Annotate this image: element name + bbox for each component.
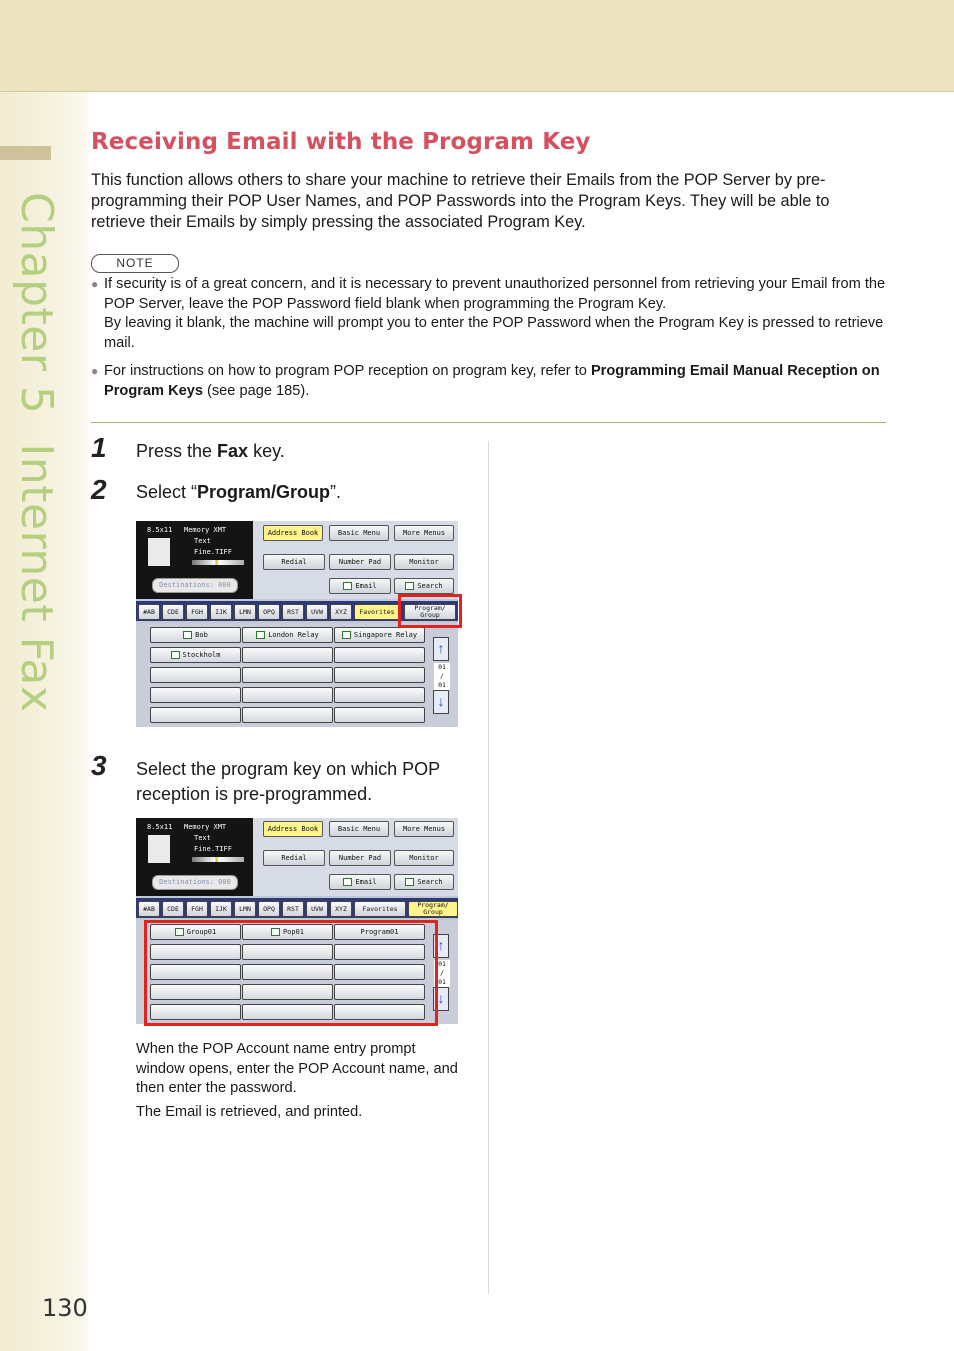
contrast-slider bbox=[192, 560, 244, 565]
scroll-up-arrow-icon[interactable]: ↑ bbox=[433, 934, 449, 958]
document-icon bbox=[148, 538, 170, 566]
quality-text: Text bbox=[194, 834, 211, 842]
fax-screen-2 bbox=[136, 818, 458, 1024]
step-3-text: Select the program key on which POP reception is pre-programmed. bbox=[136, 759, 440, 804]
tab-favorites[interactable]: Favorites bbox=[354, 901, 406, 917]
tab-cde[interactable]: CDE bbox=[162, 604, 184, 620]
email-icon bbox=[343, 582, 352, 590]
page-indicator bbox=[434, 663, 450, 690]
destination-grid bbox=[136, 623, 458, 727]
email-button-label: Email bbox=[355, 582, 377, 590]
document-icon bbox=[148, 835, 170, 863]
page-current: 01 bbox=[438, 663, 446, 671]
dest-button-empty[interactable] bbox=[334, 647, 425, 663]
program-key-label: Pop01 bbox=[282, 928, 305, 936]
redial-button[interactable]: Redial bbox=[263, 554, 325, 570]
monitor-button[interactable]: Monitor bbox=[394, 554, 454, 570]
tab-opq[interactable]: OPQ bbox=[258, 901, 280, 917]
dest-button-london-relay[interactable] bbox=[242, 627, 333, 643]
search-icon bbox=[405, 582, 414, 590]
search-button-label: Search bbox=[417, 582, 443, 590]
tab-cde[interactable]: CDE bbox=[162, 901, 184, 917]
search-icon bbox=[405, 878, 414, 886]
paper-size: 8.5x11 bbox=[147, 823, 173, 831]
dest-button-empty[interactable] bbox=[334, 707, 425, 723]
tab-lmn[interactable]: LMN bbox=[234, 901, 256, 917]
note-bullet-2 bbox=[91, 362, 886, 401]
address-book-button[interactable]: Address Book bbox=[263, 821, 323, 837]
highlight-program-keys bbox=[144, 920, 438, 1026]
step-2-pre: Select “ bbox=[136, 482, 198, 502]
fax-icon bbox=[171, 651, 180, 659]
contrast-slider bbox=[192, 857, 244, 862]
search-button[interactable] bbox=[394, 578, 454, 594]
dest-button-empty[interactable] bbox=[150, 687, 241, 703]
note-bullet-1 bbox=[91, 275, 886, 353]
tab-uvw[interactable]: UVW bbox=[306, 604, 328, 620]
dest-label: Stockholm bbox=[182, 651, 221, 659]
dest-button-bob[interactable] bbox=[150, 627, 241, 643]
basic-menu-button[interactable]: Basic Menu bbox=[329, 821, 389, 837]
more-menus-button[interactable]: More Menus bbox=[394, 525, 454, 541]
step-2-key: Program/Group bbox=[197, 482, 331, 502]
page-separator: / bbox=[440, 672, 444, 680]
page-total: 01 bbox=[438, 978, 446, 986]
number-pad-button[interactable]: Number Pad bbox=[329, 850, 391, 866]
tab-xyz[interactable]: XYZ bbox=[330, 604, 352, 620]
quality-fine: Fine.TIFF bbox=[194, 548, 232, 556]
page-number: 130 bbox=[42, 1294, 88, 1322]
step-3-number: 3 bbox=[91, 750, 107, 781]
tab-ijk[interactable]: IJK bbox=[210, 901, 232, 917]
intro-paragraph: This function allows others to share your machine to retrieve their Emails from the POP Server by pre-programming their POP User Names, and POP Passwords into the Program Keys. They will be able to retrieve their Emails by simply pressing the associated Program Key. bbox=[91, 171, 830, 231]
note-bullet-2-reference: Programming Email Manual Reception on Program Keys bbox=[104, 363, 880, 399]
tab-xyz[interactable]: XYZ bbox=[330, 901, 352, 917]
email-icon bbox=[183, 631, 192, 639]
program-key-label: Program01 bbox=[360, 928, 399, 936]
note-bullet-2-text: For instructions on how to program POP reception on program key, refer to bbox=[104, 363, 591, 379]
email-icon bbox=[256, 631, 265, 639]
bullet-dot-icon: ● bbox=[91, 277, 99, 291]
tab-favorites[interactable]: Favorites bbox=[354, 604, 400, 620]
page-current: 01 bbox=[438, 960, 446, 968]
bullet-dot-icon: ● bbox=[91, 364, 99, 378]
program-key-label: Group01 bbox=[186, 928, 217, 936]
tab-fgh[interactable]: FGH bbox=[186, 901, 208, 917]
tab-ab[interactable]: #AB bbox=[138, 604, 160, 620]
note-bullet-1-line2: By leaving it blank, the machine will prompt you to enter the POP Password when the Program Key is pressed to retrieve mail. bbox=[104, 315, 884, 351]
address-book-button[interactable]: Address Book bbox=[263, 525, 323, 541]
email-icon bbox=[342, 631, 351, 639]
scroll-up-arrow-icon[interactable]: ↑ bbox=[433, 637, 449, 661]
scroll-down-arrow-icon[interactable]: ↓ bbox=[433, 987, 449, 1011]
quality-fine: Fine.TIFF bbox=[194, 845, 232, 853]
scroll-down-arrow-icon[interactable]: ↓ bbox=[433, 690, 449, 714]
tab-uvw[interactable]: UVW bbox=[306, 901, 328, 917]
tab-ab[interactable]: #AB bbox=[138, 901, 160, 917]
search-button-label: Search bbox=[417, 878, 443, 886]
more-menus-button[interactable]: More Menus bbox=[394, 821, 454, 837]
paper-size: 8.5x11 bbox=[147, 526, 173, 534]
quality-text: Text bbox=[194, 537, 211, 545]
step-1-key: Fax bbox=[217, 441, 249, 461]
monitor-button[interactable]: Monitor bbox=[394, 850, 454, 866]
after-step-text-2: The Email is retrieved, and printed. bbox=[136, 1104, 363, 1120]
note-badge: NOTE bbox=[91, 254, 179, 273]
header-band bbox=[0, 0, 954, 92]
dest-button-empty[interactable] bbox=[242, 707, 333, 723]
mode-label: Memory XMT bbox=[184, 526, 227, 534]
column-divider bbox=[488, 441, 489, 1294]
highlight-program-group bbox=[398, 594, 462, 628]
email-button[interactable] bbox=[329, 578, 391, 594]
step-2-number: 2 bbox=[91, 474, 107, 505]
email-icon bbox=[343, 878, 352, 886]
mode-label: Memory XMT bbox=[184, 823, 227, 831]
dest-button-empty[interactable] bbox=[242, 647, 333, 663]
section-label: Internet Fax bbox=[11, 443, 62, 713]
note-bullet-2-page: (see page 185). bbox=[202, 382, 310, 399]
email-button[interactable] bbox=[329, 874, 391, 890]
page-total: 01 bbox=[438, 681, 446, 689]
tab-opq[interactable]: OPQ bbox=[258, 604, 280, 620]
destinations-counter: Destinations: 000 bbox=[152, 578, 238, 593]
tab-program-group[interactable]: Program/ Group bbox=[408, 901, 458, 917]
tab-ijk[interactable]: IJK bbox=[210, 604, 232, 620]
chapter-label: Chapter 5 bbox=[11, 192, 62, 415]
dest-button-singapore-relay[interactable] bbox=[334, 627, 425, 643]
section-divider bbox=[91, 422, 886, 423]
note-bullet-1-line1: If security is of a great concern, and it is necessary to prevent unauthorized personnel from retrieving your Email from the POP Server, leave the POP Password field blank when programming the Program Key. bbox=[104, 276, 886, 312]
dest-button-empty[interactable] bbox=[150, 707, 241, 723]
basic-menu-button[interactable]: Basic Menu bbox=[329, 525, 389, 541]
step-2-text bbox=[136, 480, 341, 505]
page-separator: / bbox=[440, 969, 444, 977]
dest-label: Bob bbox=[195, 631, 208, 639]
tab-lmn[interactable]: LMN bbox=[234, 604, 256, 620]
dest-button-empty[interactable] bbox=[242, 667, 333, 683]
tab-rst[interactable]: RST bbox=[282, 901, 304, 917]
chapter-heading bbox=[11, 192, 62, 713]
dest-label: London Relay bbox=[268, 631, 319, 639]
search-button[interactable] bbox=[394, 874, 454, 890]
step-1-text bbox=[136, 439, 285, 464]
dest-button-empty[interactable] bbox=[242, 687, 333, 703]
step-1-pre: Press the bbox=[136, 441, 218, 461]
tab-program-group[interactable]: Program/ Group bbox=[404, 604, 456, 620]
after-step-text-1: When the POP Account name entry prompt window opens, enter the POP Account name, and then enter the password. bbox=[136, 1041, 458, 1096]
email-button-label: Email bbox=[355, 878, 377, 886]
dest-button-empty[interactable] bbox=[150, 667, 241, 683]
dest-button-empty[interactable] bbox=[334, 687, 425, 703]
fax-screen-1 bbox=[136, 521, 458, 727]
number-pad-button[interactable]: Number Pad bbox=[329, 554, 391, 570]
step-1-post: key. bbox=[248, 441, 285, 461]
index-tab-bar bbox=[136, 898, 458, 918]
page-title: Receiving Email with the Program Key bbox=[91, 129, 591, 155]
dest-button-stockholm[interactable] bbox=[150, 647, 241, 663]
tab-fgh[interactable]: FGH bbox=[186, 604, 208, 620]
destinations-counter: Destinations: 000 bbox=[152, 875, 238, 890]
dest-label: Singapore Relay bbox=[353, 631, 418, 639]
redial-button[interactable]: Redial bbox=[263, 850, 325, 866]
dest-button-empty[interactable] bbox=[334, 667, 425, 683]
tab-rst[interactable]: RST bbox=[282, 604, 304, 620]
step-2-post: ”. bbox=[330, 482, 342, 502]
chapter-tab-marker bbox=[0, 146, 51, 160]
step-1-number: 1 bbox=[91, 432, 107, 463]
